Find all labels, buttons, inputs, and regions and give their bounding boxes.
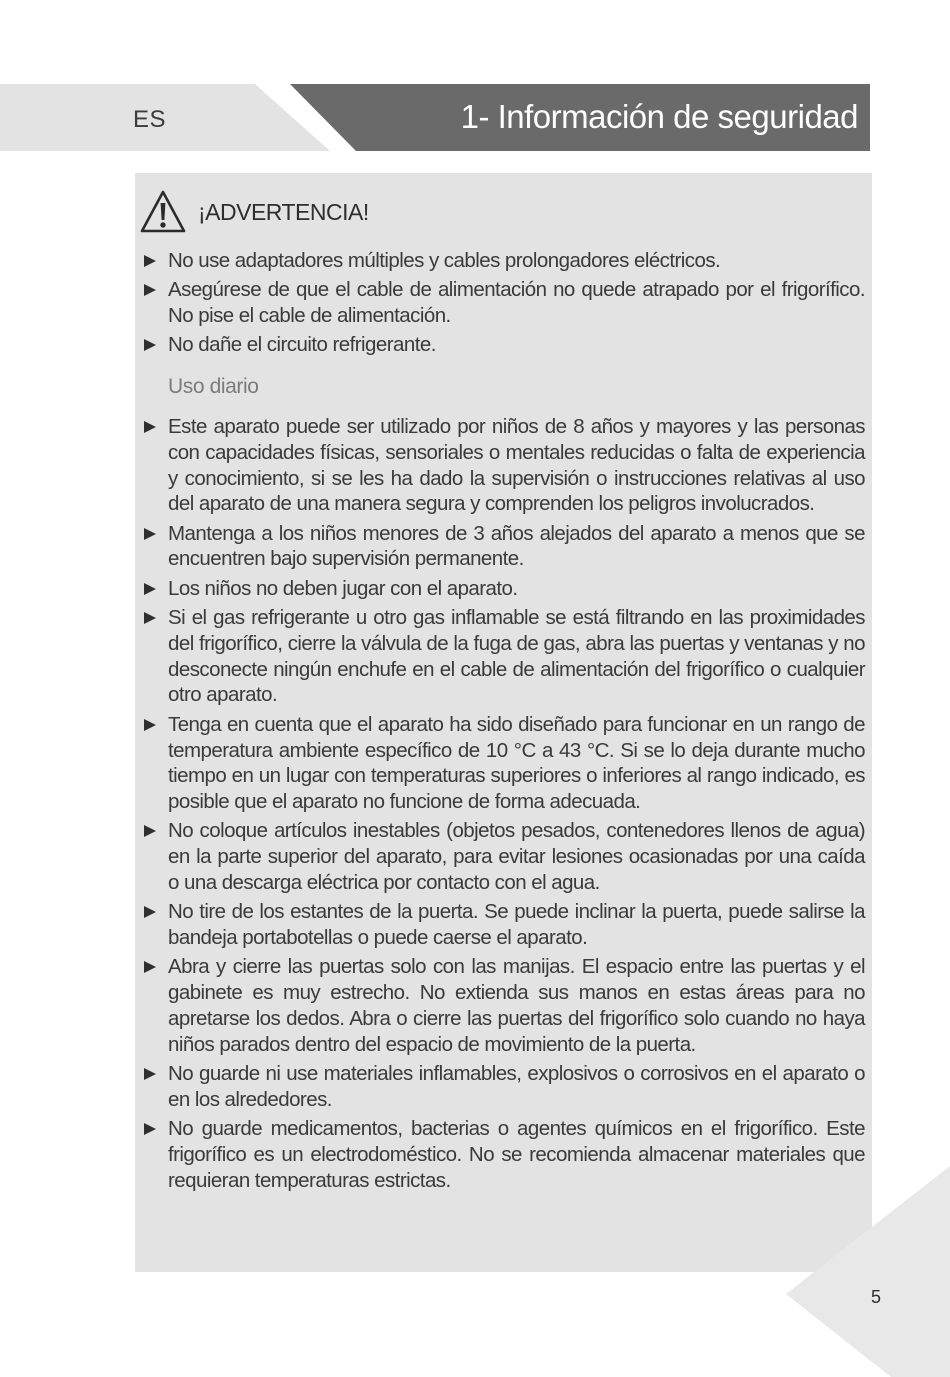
daily-use-item-text: Este aparato puede ser utilizado por niños de 8 años y mayores y las personas con capacidades físicas, sensoriales o mentales reducidas o falta de experiencia y conocimiento, si se les ha dado la supervisión o instrucciones relativas al uso del aparato de una manera segura y comprenden los peligros involucrados. bbox=[168, 415, 865, 516]
daily-use-item-text: Abra y cierre las puertas solo con las manijas. El espacio entre las puertas y el gabinete es muy estrecho. No extienda sus manos en estas áreas para no apretarse los dedos. Abra o cierre las puertas del frigorífico solo cuando no haya niños parados dentro del espacio de movimiento de la puerta. bbox=[168, 955, 865, 1056]
bullet-arrow-icon bbox=[144, 284, 156, 296]
daily-use-item bbox=[143, 1061, 865, 1113]
daily-use-item-text: No guarde medicamentos, bacterias o agentes químicos en el frigorífico. Este frigorífico es un electrodoméstico. No se recomienda almacenar materiales que requieran temperaturas estrictas. bbox=[168, 1117, 865, 1192]
daily-use-item bbox=[143, 605, 865, 708]
daily-use-item bbox=[143, 899, 865, 951]
bullet-arrow-icon bbox=[144, 421, 156, 433]
daily-use-item bbox=[143, 1116, 865, 1193]
page-title: 1- Información de seguridad bbox=[460, 98, 858, 135]
daily-use-item bbox=[143, 818, 865, 895]
daily-use-item bbox=[143, 414, 865, 517]
daily-use-item bbox=[143, 576, 865, 602]
daily-use-item-text: Si el gas refrigerante u otro gas inflamable se está filtrando en las proximidades del frigorífico, cierre la válvula de la fuga de gas, abra las puertas y ventanas y no desconecte ningún enchufe en el cable de alimentación del frigorífico o cualquier otro aparato. bbox=[168, 606, 865, 707]
bullet-arrow-icon bbox=[144, 612, 156, 624]
bullet-arrow-icon bbox=[144, 719, 156, 731]
daily-use-item-text: Los niños no deben jugar con el aparato. bbox=[168, 576, 518, 600]
bullet-arrow-icon bbox=[144, 1123, 156, 1135]
warning-item-text: No use adaptadores múltiples y cables prolongadores eléctricos. bbox=[168, 249, 721, 272]
bullet-arrow-icon bbox=[144, 583, 156, 595]
daily-use-list bbox=[143, 414, 865, 1197]
warning-title: ¡ADVERTENCIA! bbox=[198, 198, 369, 225]
bullet-arrow-icon bbox=[144, 528, 156, 540]
bullet-arrow-icon bbox=[144, 825, 156, 837]
page-number: 5 bbox=[871, 1287, 882, 1307]
daily-use-item bbox=[143, 954, 865, 1057]
warning-list bbox=[143, 248, 865, 362]
warning-item bbox=[143, 248, 865, 274]
warning-triangle-icon bbox=[140, 189, 186, 235]
bullet-arrow-icon bbox=[144, 906, 156, 918]
section-heading-uso-diario: Uso diario bbox=[168, 375, 259, 398]
bullet-arrow-icon bbox=[144, 339, 156, 351]
daily-use-item-text: No coloque artículos inestables (objetos pesados, contenedores llenos de agua) en la parte superior del aparato, para evitar lesiones ocasionadas por una caída o una descarga eléctrica por contacto con el agua. bbox=[168, 819, 865, 895]
warning-item-text: Asegúrese de que el cable de alimentación no quede atrapado por el frigorífico. No pise el cable de alimentación. bbox=[168, 278, 865, 328]
warning-item bbox=[143, 332, 865, 358]
bullet-arrow-icon bbox=[144, 961, 156, 973]
bullet-arrow-icon bbox=[144, 255, 156, 267]
warning-item-text: No dañe el circuito refrigerante. bbox=[168, 333, 436, 357]
daily-use-item-text: Tenga en cuenta que el aparato ha sido diseñado para funcionar en un rango de temperatura ambiente específico de 10 °C a 43 °C. Si se lo deja durante mucho tiempo en un lugar con temperaturas superiores o inferiores al rango indicado, es posible que el aparato no funcione de forma adecuada. bbox=[168, 712, 865, 814]
daily-use-item-text: No tire de los estantes de la puerta. Se puede inclinar la puerta, puede salirse la bandeja portabotellas o puede caerse el aparato. bbox=[168, 900, 865, 950]
language-code: ES bbox=[133, 106, 167, 133]
daily-use-item-text: No guarde ni use materiales inflamables, explosivos o corrosivos en el aparato o en los alrededores. bbox=[168, 1062, 865, 1111]
daily-use-item bbox=[143, 712, 865, 815]
bullet-arrow-icon bbox=[144, 1068, 156, 1080]
daily-use-item bbox=[143, 521, 865, 573]
warning-heading bbox=[140, 188, 369, 236]
warning-item bbox=[143, 277, 865, 329]
daily-use-item-text: Mantenga a los niños menores de 3 años alejados del aparato a menos que se encuentren bajo supervisión permanente. bbox=[168, 521, 865, 571]
